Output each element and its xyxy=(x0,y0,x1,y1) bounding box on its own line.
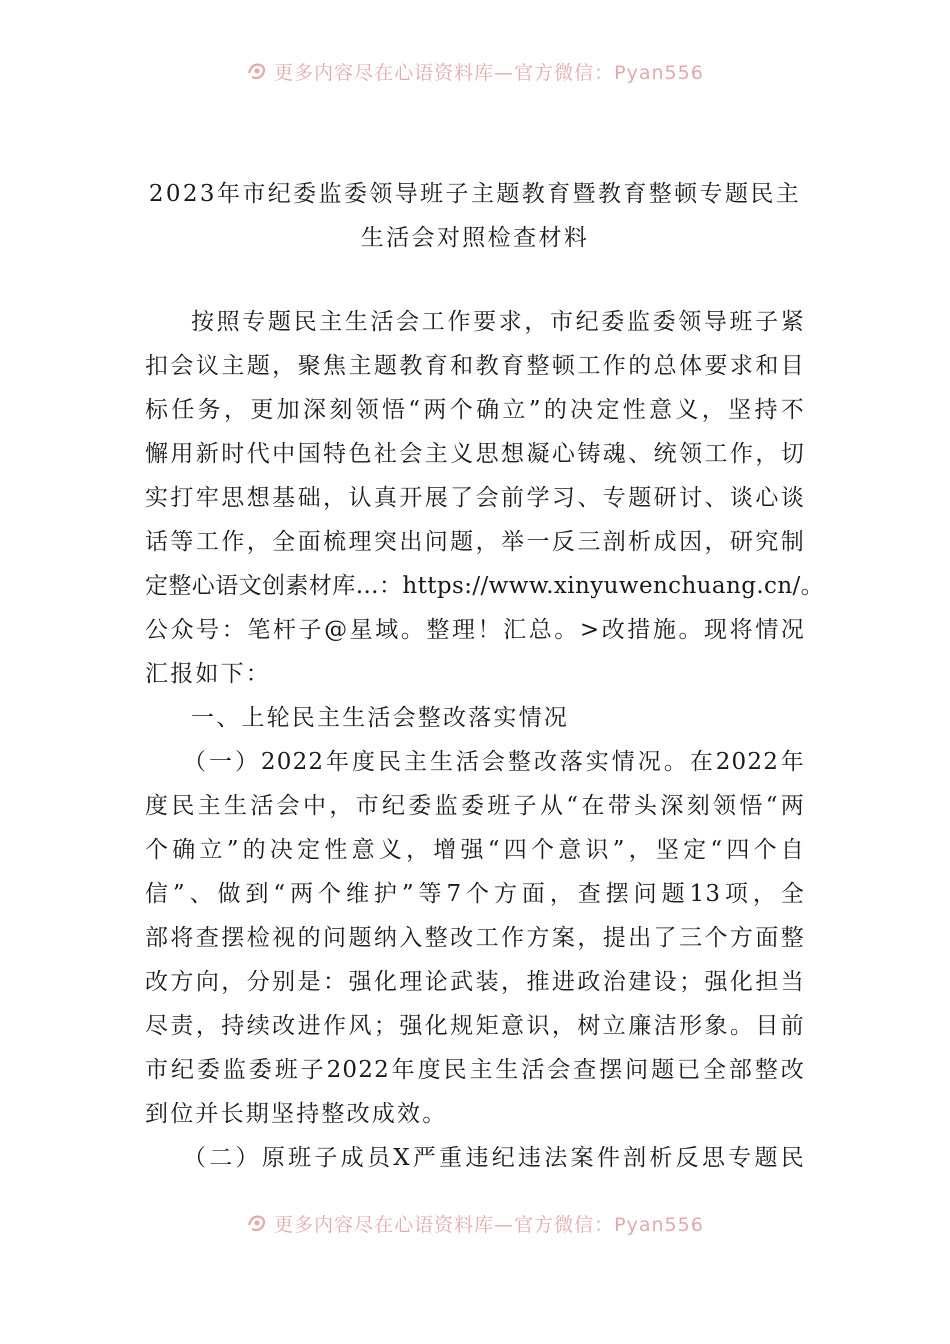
body-line: （二）原班子成员X严重违纪违法案件剖析反思专题民 xyxy=(183,1145,805,1171)
section-heading: 一、上轮民主生活会整改落实情况 xyxy=(191,705,569,731)
title-line: 2023年市纪委监委领导班子主题教育暨教育整顿专题民主 xyxy=(148,181,802,207)
body-line: 个确立”的决定性意义，增强“四个意识”，坚定“四个自 xyxy=(145,837,805,863)
document-body xyxy=(145,300,825,1180)
body-line: （一）2022年度民主生活会整改落实情况。在2022年 xyxy=(183,749,805,775)
body-line: 实打牢思想基础，认真开展了会前学习、专题研讨、谈心谈 xyxy=(145,485,805,511)
body-line: 汇报如下： xyxy=(145,661,271,687)
body-line: 到位并长期坚持整改成效。 xyxy=(145,1101,448,1127)
body-line: 改方向，分别是：强化理论武装，推进政治建设；强化担当 xyxy=(145,969,805,995)
body-line: 标任务，更加深刻领悟“两个确立”的决定性意义，坚持不 xyxy=(145,397,805,423)
watermark-text: 更多内容尽在心语资料库—官方微信：Pyan556 xyxy=(274,61,704,84)
body-line: 定整心语文创素材库…：https://www.xinyuwenchuang.cn/。 xyxy=(145,573,825,599)
body-line: 度民主生活会中，市纪委监委班子从“在带头深刻领悟“两 xyxy=(145,793,805,819)
watermark-logo-icon xyxy=(246,1212,268,1234)
body-line: 公众号：笔杆子@星域。整理！汇总。>改措施。现将情况 xyxy=(145,617,805,643)
watermark-logo-icon xyxy=(246,60,268,82)
body-line: 尽责，持续改进作风；强化规矩意识，树立廉洁形象。目前 xyxy=(145,1013,805,1039)
title-line: 生活会对照检查材料 xyxy=(360,225,590,251)
body-line: 市纪委监委班子2022年度民主生活会查摆问题已全部整改 xyxy=(145,1057,805,1083)
body-line: 信”、做到“两个维护”等7个方面，查摆问题13项，全 xyxy=(145,881,805,907)
header-watermark xyxy=(0,56,950,86)
body-line: 按照专题民主生活会工作要求，市纪委监委领导班子紧 xyxy=(191,309,805,335)
body-line: 扣会议主题，聚焦主题教育和教育整顿工作的总体要求和目 xyxy=(145,353,805,379)
body-line: 部将查摆检视的问题纳入整改工作方案，提出了三个方面整 xyxy=(145,925,805,951)
footer-watermark xyxy=(0,1208,950,1238)
watermark-text: 更多内容尽在心语资料库—官方微信：Pyan556 xyxy=(274,1213,704,1236)
document-title xyxy=(145,172,805,260)
body-line: 懈用新时代中国特色社会主义思想凝心铸魂、统领工作，切 xyxy=(145,441,805,467)
body-line: 话等工作，全面梳理突出问题，举一反三剖析成因，研究制 xyxy=(145,529,805,555)
